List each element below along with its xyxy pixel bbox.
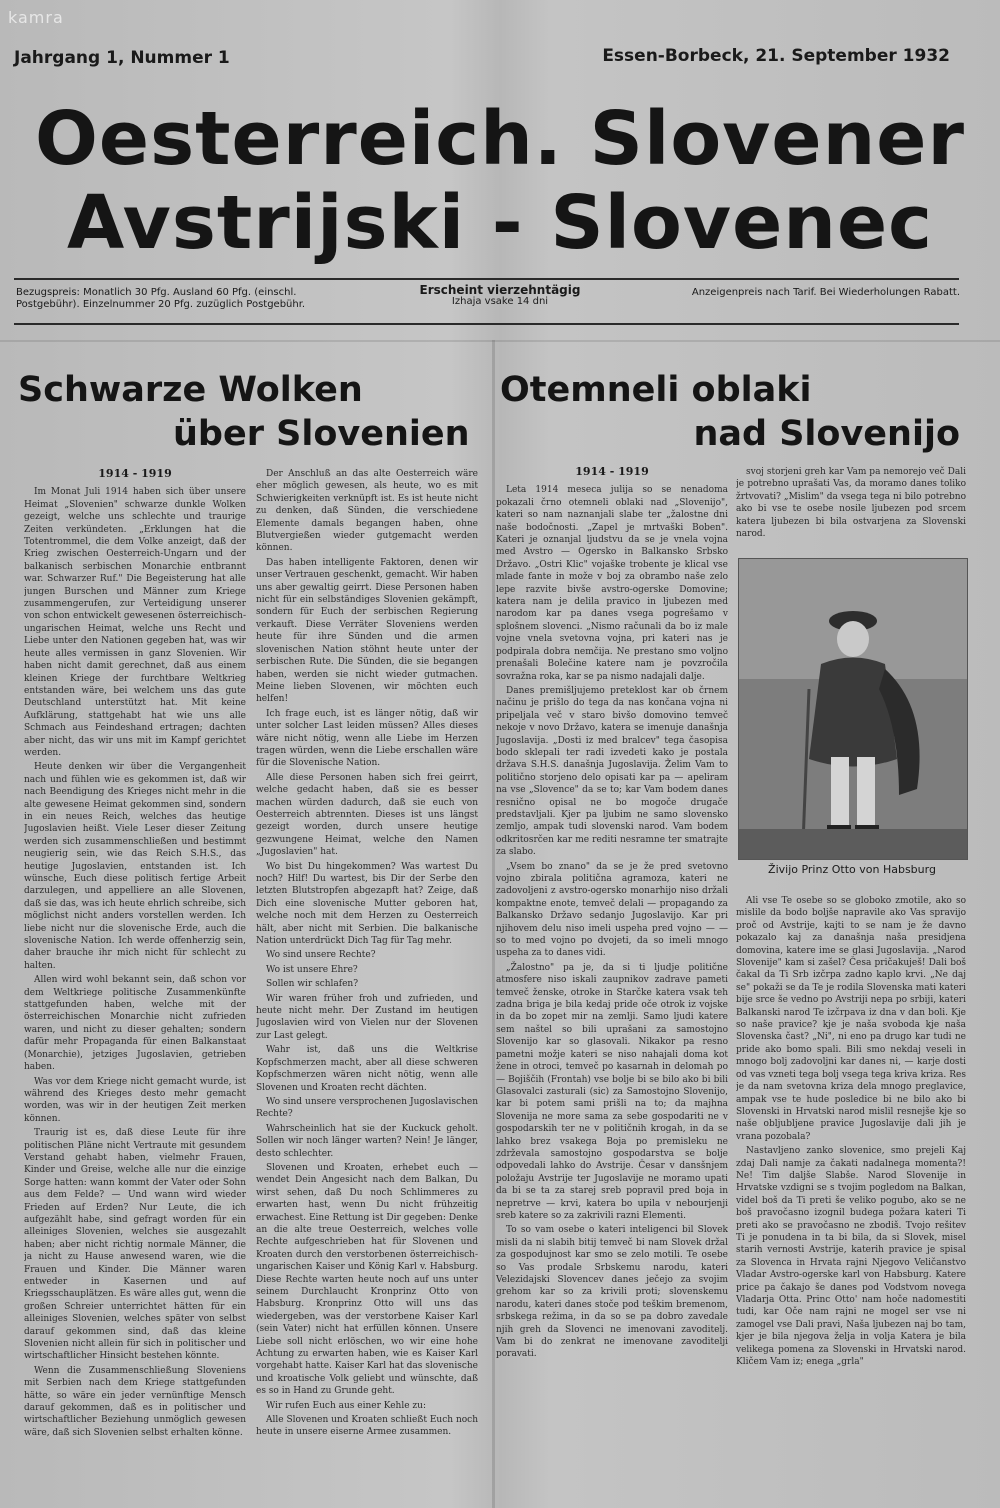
portrait-figure-illustration [739, 559, 967, 859]
fold-line-horizontal [0, 340, 1000, 342]
dateline-slovene: 1914 - 1919 [575, 466, 649, 478]
paragraph: Nastavljeno zanko slovenice, smo prejeli Kaj zdaj Dali namje za čakati nadalnega momenta?! Ne! Tim daljše Slabše. Narod Slovenije in Hrvatske vzdigni se s tvojim pogledom na Balkan, videl boš da Ti preti še veliko pogubo, ako se ne boš pravočasno izognil budega požara kateri Ti preti ako se pravočasno ne zbodiš. Tvojo rešitev Ti je ponudena in ta bi bila, da si Slovek, misel starih vernosti Avstrije, katerih pravice je spisal za Slovenca in Hrvata rajni Njegovo Veličanstvo Vladar Avstro-ogerske karl von Habsburg. Katere price pa čakajo še danes pod Vodstvom novega Vladarja Otta. Princ Otto' nam hoče nadomestiti tudi, kar Oče nam rajni ne mogel ser vse ni zamogel vse Dali pravi, Naša ljubezen naj bo tam, kjer je bila njegova želja in volja Katera je bila velikega pomena za Slovenski in Hrvatski narod. Kličem Vam iz; enega „grla" [736, 1146, 966, 1368]
subscription-price [16, 287, 336, 311]
frequency-german: Erscheint vierzehntägig [419, 283, 581, 297]
paragraph: Leta 1914 meseca julija so se nenadoma pokazali črno otemneli oblaki nad „Slovenijo", kateri so nam naznanjali slabe ter „žalostne dni naše bodočnosti. „Zapel je mrtvaški Boben". Kateri je oznanjal ljudstvu da se je vnela vojna med Avstro — Ogersko in Balkansko Srbsko Državo. „Ostri Klic" vojaške trobente je klical vse mlade fante in može v boj za obrambo naše zelo lepe razvite bivše avstro-ogerske Domovine; katera nam je delila pravico in ljubezen med narodom kar pa danes vsega pogrešamo v splošnem slovenci. „Nismo računali da bo iz male vojne vnela svetovna vojna, pri kateri nas je podpirala dobra nemčija. Ne prestano smo voljno prenašali Bolečine katere nam je povzročila sovražna roka, kar se pa nismo nadajali dalje. [496, 485, 728, 682]
paragraph: Wahrscheinlich hat sie der Kuckuck geholt. Sollen wir noch länger warten? Nein! Je länger, desto schlechter. [256, 1123, 478, 1159]
masthead-title-slovene: Avstrijski - Slovenec [66, 180, 934, 266]
paragraph: Heute denken wir über die Vergangenheit nach und fühlen wie es gekommen ist, daß wir nach Beendigung des Krieges nicht mehr in die alte gewesene Heimat gekommen sind, sondern in ein neues Reich, welches das heutige Jugoslavien heißt. Viele Leser dieser Zeitung werden sich zusammenschließen und bestimmt neugierig sein, wie das Reich S.H.S., das heutige Jugoslavien, entstanden ist. Ich wünsche, Euch diese politisch fertige Arbeit darzulegen, und appelliere an alle Slovenen, daß sie das, was ich heute ehrlich schreibe, sich möglichst nicht anders vorstellen werden. Ich liebe nicht nur die slovenische Erde, auch die slovenische Nation. Ich werde offenherzig sein, daher brauche ihr mich nicht für schlecht zu halten. [24, 762, 246, 971]
paragraph: Traurig ist es, daß diese Leute für ihre politischen Pläne nicht Vertraute mit gesundem Verstand gehabt haben, vielmehr Frauen, Kinder und Greise, welche alle nur die einzige Sorge hatten: wann kommt der Vater oder Sohn aus dem Felde? — Und wann wird wieder Frieden auf Erden? Nur Leute, die ich aufgezählt habe, sind gefragt worden für ein alleiniges Slovenien, welches sie ausgezahlt haben; aber nicht richtig normale Männer, die ja nicht zu Hause anwesend waren, wie die Frauen und Kinder. Die Männer waren entweder in Kasernen und auf Kriegsschauplätzen. Es wäre alles gut, wenn die großen Schreier unterrichtet hätten für ein alleiniges Slovenien, welches später von selbst darauf gekommen sind, daß das kleine Slovenien nicht allein für sich in politischer und wirtschaftlicher Hinsicht bestehen könnte. [24, 1128, 246, 1362]
paragraph: Wo ist unsere Ehre? [266, 964, 358, 975]
paragraph: Wenn die Zusammenschließung Sloveniens mit Serbien nach dem Kriege stattgefunden hätte, so wäre ein jeder vernünftige Mensch darauf gekommen, daß es in politischer und wirtschaftlicher Beziehung unmöglich gewesen wäre, daß sich Slovenien selbst erhalten könne. [24, 1365, 246, 1438]
masthead-title-german: Oesterreich. Slovener [35, 96, 965, 182]
masthead-rule-top [14, 278, 959, 280]
paragraph: Alle Slovenen und Kroaten schließt Euch noch heute in unsere eiserne Armee zusammen. [256, 1415, 478, 1438]
paragraph: Wo sind unsere Rechte? [266, 950, 376, 961]
article-german-column-1 [24, 468, 246, 1468]
paragraph: Allen wird wohl bekannt sein, daß schon vor dem Weltkriege politische Zusammenkünfte stattgefunden haben, welche mit der österreichischen Monarchie nicht zufrieden waren, und nicht zu dieser gehalten; sondern dafür mehr Propaganda für einen Balkanstaat (Monarchie), jetziges Jugoslavien, getrieben haben. [24, 975, 246, 1073]
headline-slovene [500, 368, 960, 456]
paragraph: Wo bist Du hingekommen? Was wartest Du noch? Hilf! Du wartest, bis Dir der Serbe den letzten Blutstropfen abgezapft hat? Zeige, daß Dich eine slovenische Mutter geboren hat, welche noch mit dem Herzen zu Oesterreich hält, aber nicht mit Serbien. Die balkanische Nation unterdrückt Dich Tag für Tag mehr. [256, 861, 478, 947]
portrait-photo [738, 558, 968, 860]
paragraph: To so vam osebe o kateri inteligenci bil Slovek misli da ni slabih bitij temveč bi nam Slovek držal za gospodujnost kar smo se zelo motili. Te osebe so Vas prodale Srbskemu narodu, kateri Velezidajski Slovencev danes ječejo za svojim grehom kar so za krivili proti; slovenskemu narodu, kateri danes stoče pod teškim bremenom, srbskega režima, in da so se pa dobro zavedale njih greh da Slovenci ne imenovani zavoditelj. Vam bi do zenkrat ne imenovane zavoditelji poravati. [496, 1225, 728, 1360]
paragraph: Alle diese Personen haben sich frei geirrt, welche gedacht haben, daß sie es besser machen würden dadurch, daß sie euch von Oesterreich abtrennten. Dieses ist uns längst gezeigt worden, durch unsere heutige gezwungene Heimat, welche den Namen „Jugoslavien" hat. [256, 772, 478, 858]
paragraph: Wir rufen Euch aus einer Kehle zu: [266, 1400, 426, 1411]
article-slovene-column-2-bottom [736, 895, 966, 1475]
headline-slovene-line2: nad Slovenijo [693, 414, 960, 454]
dateline-german: 1914 - 1919 [98, 468, 172, 480]
advertising-rates: Anzeigenpreis nach Tarif. Bei Wiederholungen Rabatt. [691, 287, 960, 298]
paragraph: Ali vse Te osebe so se globoko zmotile, ako so mislile da bodo boljše napravile ako Vas spravijo proč od Avstrije, kajti to se nam je že davno pokazalo kaj za današnja naša presidjena domovina, katere ime se glasi Jugoslavija. „Narod Slovenije" kam si zašel? Česa pričakuješ! Dali boš čakal da Ti Srb izčrpa zadno kaplo krvi. „Ne daj se" pokaži se da Te je rodila Slovenska mati kateri bije srce še vedno po Avstriji nepa po srbiji, kateri Balkanski narod Te izčrpava iz dna v dan boli. Kje so naše pravice? kje je naša svoboda kje naša Slovenska čast? „Ni", ni eno pa drugo kar tudi ne pride ako bomo spali. Bili smo nekdaj veseli in mnogo bolj zadovoljni kar danes ni, — karje dosti od vas vzneti tega bolj vsega tega kriva kriza. Res je da nam svetovna kriza dela mnogo preglavice, ampak vse te hude posledice bi ne bilo ako bi Slovenski in Hrvatski narod mislil resnejše kje so naše obljubljene pravice Jugoslavije dali jih je vrana pozobala? [736, 896, 966, 1142]
article-german-column-2 [256, 468, 478, 1468]
watermark-logo: kamra [8, 8, 64, 27]
headline-german [18, 368, 488, 456]
paragraph: „Žalostno" pa je, da si ti ljudje politične atmosfere niso iskali zaupnikov zadrave pameti temveč ženske, otroke in Starčke katera vsak teh zadna briga je bila kedaj pride oče otrok iz vojske in da bo zopet mir na zemlji. Samo ljudi katere sem naštel so bili uprašani za samostojno Slovenijo kar so glasovali. Nikakor pa resno pametni možje kateri se niso nahajali doma kot žene in otroci, temveč po kasarnah in delomah po — Bojiščih (Frontah) vse bolje bi se bilo ako bi bili Glasovalci zasturali (sic) za Samostojno Slovenijo, kar bi potem sami prišli na to; da majhna Slovenija ne more sama za sebe gospodariti ne v gospodarskih ter ne v političnih krogah, in da se lahko brez vsakega Boja po premisleku ne zdrževala samostojno gospodarstva se bolje odpovedali lahko do Avstrije. Česar v dansšnjem položaju Avstrije ter Jugoslavije ne moramo upati da bi se ta za starej sreb popravil pred boja in nepretrve — krvi, katera bo upila v nebourjenji sreb katere so za zakrivili razni Elementi. [496, 962, 728, 1221]
price-line-1: Bezugspreis: Monatlich 30 Pfg. Ausland 60 Pfg. (einschl. [16, 287, 297, 298]
paragraph: Slovenen und Kroaten, erhebet euch — wendet Dein Angesicht nach dem Balkan, Du wirst sehen, daß Du noch Schlimmeres zu erwarten hast, wenn Du nicht frühzeitig erwachest. Eine Rettung ist Dir gegeben: Denke an die alte treue Oesterreich, welches volle Rechte aufgeschrieben hat für Slovenen und Kroaten durch den verstorbenen österreichisch-ungarischen Kaiser und König Karl v. Habsburg. Diese Rechte warten heute noch auf uns unter seinem Durchlaucht Kronprinz Otto von Habsburg. Kronprinz Otto will uns das wiedergeben, was der verstorbene Kaiser Karl (sein Vater) nicht hat erfüllen können. Unsere Liebe soll nicht erlöschen, wo wir eine hohe Achtung zu erwarten haben, wie es Kaiser Karl vorgehabt hatte. Kaiser Karl hat das slovenische und kroatische Volk geliebt und wünschte, daß es so in Hand zu Grunde geht. [256, 1162, 478, 1397]
volume-number: Jahrgang 1, Nummer 1 [14, 48, 230, 68]
article-slovene-column-1 [496, 466, 728, 1466]
paragraph: Was vor dem Kriege nicht gemacht wurde, ist während des Krieges desto mehr gemacht worden, was wir in der heutigen Zeit merken können. [24, 1076, 246, 1124]
paragraph: Wahr ist, daß uns die Weltkrise Kopfschmerzen macht, aber all diese schweren Kopfschmerzen wären nicht nötig, wenn alle Slovenen und Kroaten recht dächten. [256, 1045, 478, 1093]
masthead-rule-bottom [14, 323, 959, 325]
fold-line-vertical [492, 340, 495, 1508]
paragraph: Der Anschluß an das alte Oesterreich wäre eher möglich gewesen, als heute, wo es mit Schwierigkeiten verknüpft ist. Es ist heute nicht zu denken, daß Sünden, die verschiedene Elemente damals begangen haben, ohne Blutvergießen wieder gutgemacht werden können. [256, 469, 478, 554]
paragraph: Danes premišljujemo preteklost kar ob črnem načinu je prišlo do tega da nas končana vojna ni pripeljala več v staro bivšo domovino temveč nekoje v novo Državo, katera se imenuje današnja Jugoslavija. „Dosti iz med bralcev" tega časopisa bodo sklepali ter radi izvedeti kako je postala država S.H.S. današnja Jugoslavija. Želim Vam to politično storjeno delo opisati kar pa — apeliram na vse „Slovence" da se to; kar Vam bodem danes resnično opisal ne bo mogoče drugače predstavljali. Kjer pa ljubim ne samo slovensko zemljo, ampak tudi slovenski narod. Vam bodem odkritosrčen kar me rediti nesramne ter smatrajte za slabo. [496, 685, 728, 858]
paragraph: Sollen wir schlafen? [266, 979, 359, 990]
paragraph: Im Monat Juli 1914 haben sich über unsere Heimat „Slovenien" schwarze dunkle Wolken gezeigt, welche uns schlechte und traurige Zeiten verkündeten. „Erklungen hat die Totentrommel, die dem Volke anzeigt, daß der Krieg zwischen Oesterreich-Ungarn und der balkanisch serbischen Monarchie entbrannt war. Schwarzer Ruf." Die Begeisterung hat alle jungen Burschen und Männer zum Kriege zusammengerufen, zur Verteidigung unserer von schon entwickelt gewesenen österreichisch-ungarischen Heimat, welche uns Recht und Liebe unter den Nationen gegeben hat, was wir heute alles vermissen in ganz Slovenien. Wir haben nicht damit gerechnet, daß aus einem kleinen Kriege der furchtbare Weltkrieg entstanden wäre, bei welchem uns das gute Deutschland unterstützt hat. Mit keine Aufklärung, stattgehabt hat wie uns alle Schmach aus Feindeshand ertragen; dachten aber nicht, das wir uns mit im Kampf gerichtet werden. [24, 487, 246, 758]
photo-caption: Živijo Prinz Otto von Habsburg [768, 863, 936, 876]
price-line-2: Postgebühr). Einzelnummer 20 Pfg. zuzüglich Postgebühr. [16, 299, 306, 310]
headline-german-line2: über Slovenien [173, 414, 470, 454]
headline-slovene-line1: Otemneli oblaki [500, 370, 812, 410]
paragraph: Wo sind unsere versprochenen Jugoslavischen Rechte? [256, 1096, 478, 1120]
place-date: Essen-Borbeck, 21. September 1932 [602, 46, 950, 66]
paragraph: Wir waren früher froh und zufrieden, und heute nicht mehr. Der Zustand im heutigen Jugoslavien wird von Vielen nur der Slovenen zur Last gelegt. [256, 993, 478, 1041]
paragraph: Ich frage euch, ist es länger nötig, daß wir unter solcher Last leiden müssen? Alles dieses wäre nicht nötig, wenn alle Liebe im Herzen tragen würden, wenn die Liebe erschallen wäre für die Slovenische Nation. [256, 708, 478, 769]
paragraph: Das haben intelligente Faktoren, denen wir unser Vertrauen geschenkt, gemacht. Wir haben uns aber gewaltig geirrt. Diese Personen haben nicht für ein selbständiges Slovenien gekämpft, sondern für Euch der serbischen Regierung verkauft. Diese Verräter Sloveniens werden heute für ihre Sünden und die armen slovenischen Nation stöhnt heute unter der serbischen Rute. Die Sünden, die sie begangen haben, werden sie nicht wieder gutmachen. Meine lieben Slovenen, wir möchten euch helfen! [256, 557, 478, 705]
paragraph: svoj storjeni greh kar Vam pa nemorejo več Dali je potrebno uprašati Vas, da moramo danes toliko žrtvovati? „Mislim" da vsega tega ni bilo potrebno ako bi vse te osebe nosile ljubezen pod srcem katera ljubezen bi bila ostvarjena za Slovenski narod. [736, 467, 966, 540]
publication-frequency [390, 284, 610, 308]
frequency-slovene: Izhaja vsake 14 dni [451, 296, 549, 307]
headline-german-line1: Schwarze Wolken [18, 370, 363, 410]
paragraph: „Vsem bo znano" da se je že pred svetovno vojno zbirala politična agramoza, kateri ne zadovoljeni z avstro-ogersko monarhijo niso držali kompaktne enote, temveč delali — propagando za Balkansko Državo sedanjo Jugoslavijo. Kar pri njihovem delu niso imeli uspeha pred vojno — — so to med vojno po dvojeti, da so imeli mnogo uspeha za to danes vidi. [496, 861, 728, 959]
